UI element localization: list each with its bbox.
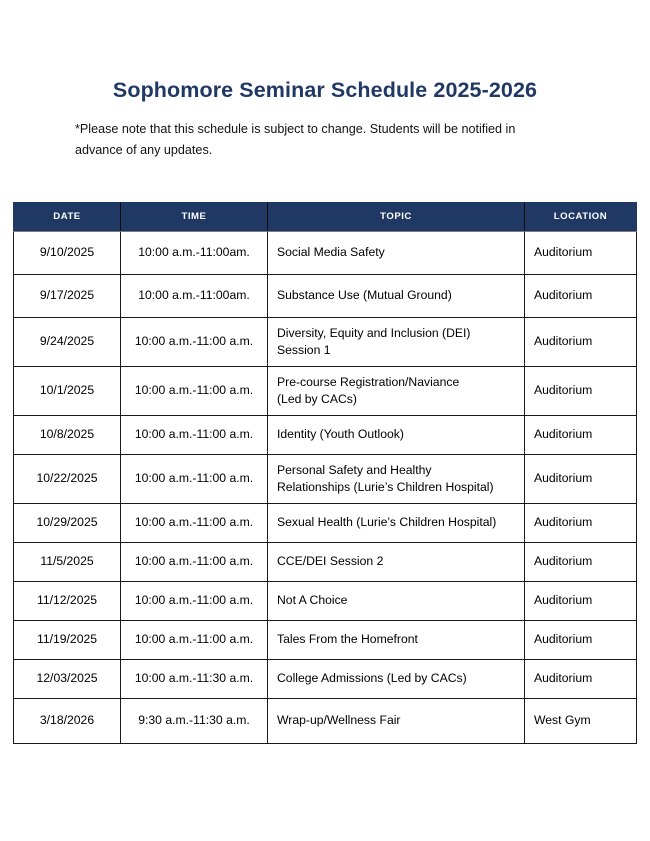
table-row <box>14 581 637 620</box>
cell-topic <box>268 659 525 698</box>
cell-location: Auditorium <box>525 542 637 581</box>
cell-date: 11/5/2025 <box>14 542 121 581</box>
cell-location: Auditorium <box>525 274 637 317</box>
topic-line-primary: Sexual Health (Lurie’s Children Hospital) <box>277 515 497 529</box>
topic-line-primary: Social Media Safety <box>277 245 385 259</box>
cell-time: 10:00 a.m.-11:00 a.m. <box>121 620 268 659</box>
cell-date: 11/12/2025 <box>14 581 121 620</box>
topic-line-primary: Tales From the Homefront <box>277 632 418 646</box>
cell-location: Auditorium <box>525 659 637 698</box>
table-row <box>14 231 637 274</box>
cell-topic <box>268 454 525 503</box>
cell-topic <box>268 503 525 542</box>
table-header <box>14 202 637 231</box>
cell-topic <box>268 542 525 581</box>
schedule-change-note: *Please note that this schedule is subject to change. Students will be notified in advance of any updates. <box>75 122 516 157</box>
table-row <box>14 366 637 415</box>
cell-date: 10/22/2025 <box>14 454 121 503</box>
topic-line-primary: Personal Safety and Healthy <box>277 462 432 477</box>
cell-date: 3/18/2026 <box>14 698 121 743</box>
table-row <box>14 698 637 743</box>
seminar-schedule-table <box>13 202 637 744</box>
topic-line-primary: Substance Use (Mutual Ground) <box>277 288 452 302</box>
cell-topic <box>268 581 525 620</box>
cell-location: Auditorium <box>525 415 637 454</box>
topic-line-primary: Diversity, Equity and Inclusion (DEI) <box>277 325 471 340</box>
table-row <box>14 274 637 317</box>
cell-location: Auditorium <box>525 317 637 366</box>
cell-location: Auditorium <box>525 231 637 274</box>
cell-topic <box>268 366 525 415</box>
topic-line-secondary: Relationships (Lurie’s Children Hospital) <box>277 479 494 494</box>
topic-line-primary: College Admissions (Led by CACs) <box>277 671 467 685</box>
table-row <box>14 503 637 542</box>
cell-topic <box>268 317 525 366</box>
cell-location: Auditorium <box>525 620 637 659</box>
cell-topic <box>268 620 525 659</box>
cell-location: Auditorium <box>525 581 637 620</box>
topic-line-primary: Not A Choice <box>277 593 348 607</box>
topic-line-primary: CCE/DEI Session 2 <box>277 554 384 568</box>
cell-time: 10:00 a.m.-11:00 a.m. <box>121 366 268 415</box>
cell-topic <box>268 698 525 743</box>
table-row <box>14 454 637 503</box>
cell-time: 10:00 a.m.-11:00 a.m. <box>121 415 268 454</box>
cell-time: 10:00 a.m.-11:00 a.m. <box>121 542 268 581</box>
cell-time: 10:00 a.m.-11:00am. <box>121 274 268 317</box>
table-body <box>14 231 637 743</box>
cell-topic <box>268 415 525 454</box>
cell-date: 11/19/2025 <box>14 620 121 659</box>
cell-location: Auditorium <box>525 503 637 542</box>
cell-date: 10/29/2025 <box>14 503 121 542</box>
column-header-location: LOCATION <box>525 202 637 231</box>
cell-location: West Gym <box>525 698 637 743</box>
table-row <box>14 620 637 659</box>
cell-date: 10/1/2025 <box>14 366 121 415</box>
cell-date: 9/17/2025 <box>14 274 121 317</box>
column-header-topic: TOPIC <box>268 202 525 231</box>
topic-line-primary: Pre-course Registration/Naviance <box>277 374 460 389</box>
cell-topic <box>268 231 525 274</box>
table-row <box>14 415 637 454</box>
table-header-row <box>14 202 637 231</box>
cell-time: 10:00 a.m.-11:00 a.m. <box>121 317 268 366</box>
cell-location: Auditorium <box>525 454 637 503</box>
cell-time: 10:00 a.m.-11:00 a.m. <box>121 454 268 503</box>
cell-date: 9/10/2025 <box>14 231 121 274</box>
table-row <box>14 659 637 698</box>
cell-topic <box>268 274 525 317</box>
cell-time: 9:30 a.m.-11:30 a.m. <box>121 698 268 743</box>
topic-line-secondary: Session 1 <box>277 342 331 357</box>
column-header-date: DATE <box>14 202 121 231</box>
topic-line-primary: Wrap-up/Wellness Fair <box>277 713 401 727</box>
cell-time: 10:00 a.m.-11:00 a.m. <box>121 581 268 620</box>
cell-date: 10/8/2025 <box>14 415 121 454</box>
cell-time: 10:00 a.m.-11:00 a.m. <box>121 503 268 542</box>
cell-date: 9/24/2025 <box>14 317 121 366</box>
cell-time: 10:00 a.m.-11:30 a.m. <box>121 659 268 698</box>
table-row <box>14 317 637 366</box>
cell-date: 12/03/2025 <box>14 659 121 698</box>
cell-location: Auditorium <box>525 366 637 415</box>
column-header-time: TIME <box>121 202 268 231</box>
page-title: Sophomore Seminar Schedule 2025-2026 <box>112 78 538 102</box>
topic-line-secondary: (Led by CACs) <box>277 391 357 406</box>
topic-line-primary: Identity (Youth Outlook) <box>277 427 404 441</box>
table-row <box>14 542 637 581</box>
cell-time: 10:00 a.m.-11:00am. <box>121 231 268 274</box>
